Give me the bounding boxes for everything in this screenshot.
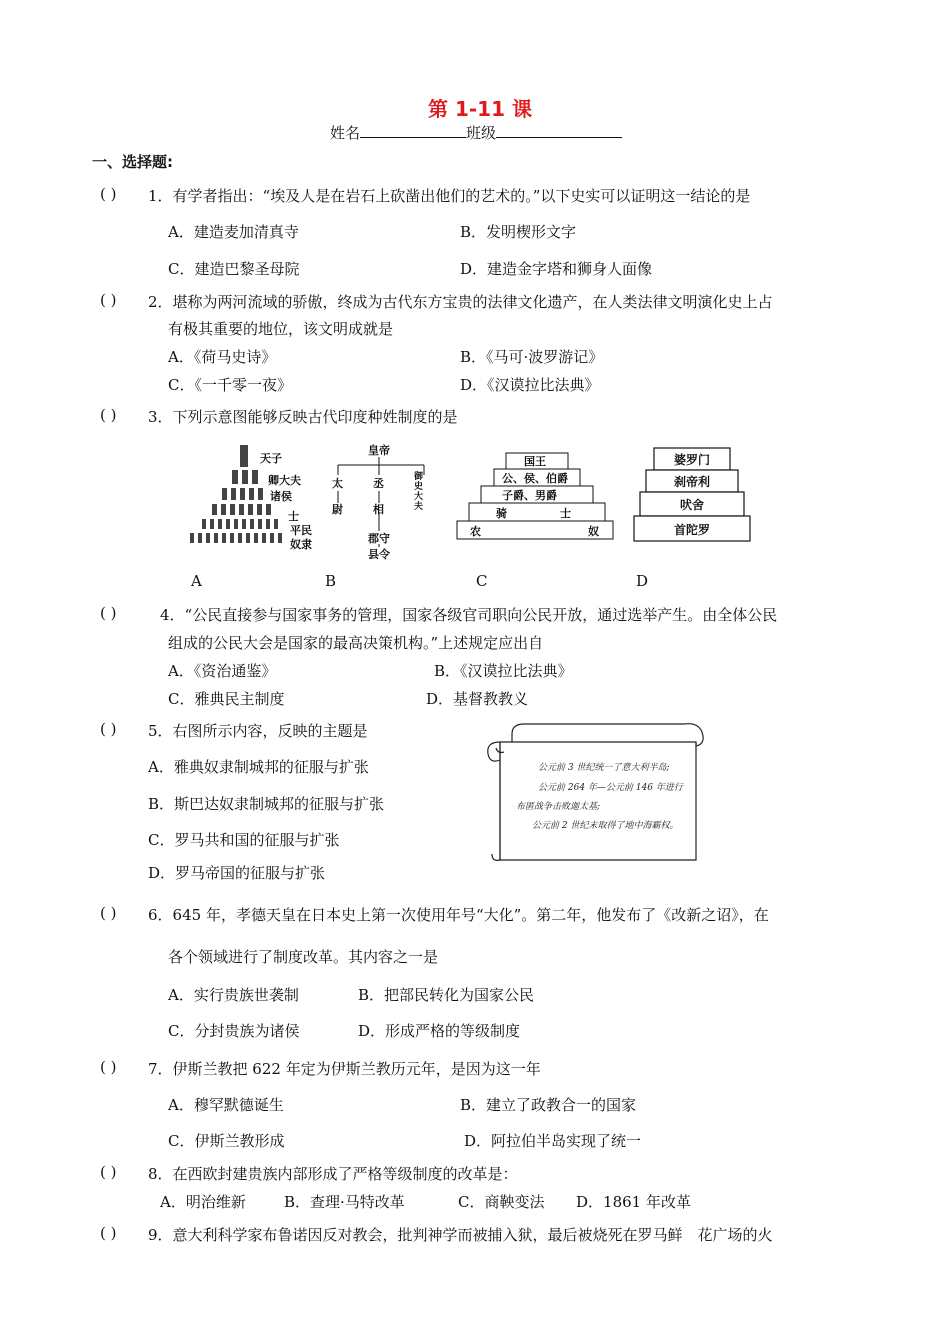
fig-c-label: 奴 — [588, 525, 599, 538]
q7-stem: 7．伊斯兰教把 622 年定为伊斯兰教历元年，是因为这一年 — [148, 1060, 541, 1078]
answer-blank[interactable]: ( ) — [100, 1224, 117, 1242]
q4-stem-line1: 4．“公民直接参与国家事务的管理，国家各级官司职向公民开放，通过选举产生。由全体公民 — [160, 606, 778, 624]
fig-b-label: 郡守 — [368, 532, 390, 545]
figure-d-pyramid — [632, 446, 754, 544]
fig-b-label: 尉 — [332, 503, 343, 516]
fig-d-label: 吠舍 — [680, 498, 705, 512]
q4-stem-line2: 组成的公民大会是国家的最高决策机构。”上述规定应出自 — [168, 634, 544, 652]
class-label: 班级 — [466, 124, 497, 142]
q2-option-d: D．《汉谟拉比法典》 — [460, 376, 600, 394]
fig-d-label: 婆罗门 — [674, 453, 711, 467]
q6-stem-line1: 6．645 年，孝德天皇在日本史上第一次使用年号“大化”。第二年，他发布了《改新之诏》，在 — [148, 906, 769, 924]
q7-option-d: D．阿拉伯半岛实现了统一 — [464, 1132, 642, 1150]
q8-option-a: A．明治维新 — [160, 1193, 246, 1211]
q6-option-a: A．实行贵族世袭制 — [168, 986, 299, 1004]
q1-stem: 1．有学者指出：“埃及人是在岩石上砍凿出他们的艺术的。”以下史实可以证明这一结论的是 — [148, 187, 751, 205]
q1-option-c: C．建造巴黎圣母院 — [168, 260, 300, 278]
fig-c-label: 国王 — [524, 455, 546, 468]
q2-stem-line2: 有极其重要的地位，该文明成就是 — [168, 320, 394, 338]
q9-stem: 9．意大利科学家布鲁诺因反对教会，批判神学而被捕入狱，最后被烧死在罗马鲜 花广场的火 — [148, 1226, 773, 1244]
fig-b-label: 夫 — [414, 502, 424, 512]
fig-b-label: 皇帝 — [368, 444, 390, 457]
q3-option-label-c: C — [476, 572, 488, 590]
answer-blank[interactable]: ( ) — [100, 604, 117, 622]
fig-a-label: 士 — [288, 510, 299, 523]
q8-option-d: D．1861 年改革 — [576, 1193, 691, 1211]
q2-option-a: A．《荷马史诗》 — [168, 348, 277, 366]
fig-c-label: 农 — [470, 525, 481, 538]
q1-option-d: D．建造金字塔和狮身人面像 — [460, 260, 653, 278]
fig-b-label: 御 — [414, 472, 424, 482]
q5-option-a: A．雅典奴隶制城邦的征服与扩张 — [148, 758, 369, 776]
q5-option-b: B．斯巴达奴隶制城邦的征服与扩张 — [148, 795, 385, 813]
answer-blank[interactable]: ( ) — [100, 1163, 117, 1181]
page-title: 第 1-11 课 — [428, 97, 532, 121]
answer-blank[interactable]: ( ) — [100, 1058, 117, 1076]
q3-option-label-d: D — [636, 572, 649, 590]
figure-a-pyramid — [182, 440, 322, 555]
section-heading: 一、选择题: — [92, 153, 173, 171]
fig-a-label: 卿大夫 — [268, 474, 301, 487]
fig-d-label: 首陀罗 — [674, 523, 711, 537]
fig-c-label: 公、侯、伯爵 — [502, 472, 568, 485]
q8-option-b: B．查理·马特改革 — [284, 1193, 405, 1211]
answer-blank[interactable]: ( ) — [100, 406, 117, 424]
fig-d-label: 刹帝利 — [674, 475, 711, 489]
q3-stem: 3．下列示意图能够反映古代印度种姓制度的是 — [148, 408, 458, 426]
scroll-line: 公元前 264 年—公元前 146 年进行 — [538, 783, 683, 793]
fig-b-label: 相 — [373, 503, 384, 516]
q6-stem-line2: 各个领域进行了制度改革。其内容之一是 — [168, 948, 439, 966]
name-class-line — [330, 122, 622, 143]
q8-option-c: C．商鞅变法 — [458, 1193, 545, 1211]
figure-b-tree — [328, 443, 438, 561]
name-label: 姓名 — [330, 124, 361, 142]
q4-option-b: B．《汉谟拉比法典》 — [434, 662, 573, 680]
fig-b-label: 史 — [414, 482, 424, 492]
q4-option-c: C．雅典民主制度 — [168, 690, 285, 708]
answer-blank[interactable]: ( ) — [100, 185, 117, 203]
q2-option-b: B．《马可·波罗游记》 — [460, 348, 604, 366]
fig-b-label: 大 — [414, 492, 424, 502]
q6-option-b: B．把部民转化为国家公民 — [358, 986, 535, 1004]
figure-c-pyramid — [456, 450, 616, 542]
q7-option-b: B．建立了政教合一的国家 — [460, 1096, 637, 1114]
fig-c-label: 骑 — [496, 507, 507, 520]
fig-b-label: 太 — [332, 477, 343, 490]
q2-option-c: C．《一千零一夜》 — [168, 376, 292, 394]
q8-stem: 8．在西欧封建贵族内部形成了严格等级制度的改革是： — [148, 1165, 518, 1183]
q3-option-label-b: B — [325, 572, 337, 590]
fig-a-label: 天子 — [260, 452, 282, 465]
answer-blank[interactable]: ( ) — [100, 904, 117, 922]
q3-option-label-a: A — [191, 572, 202, 590]
q4-option-a: A．《资治通鉴》 — [168, 662, 277, 680]
fig-a-label: 平民 — [290, 524, 312, 537]
fig-a-label: 诸侯 — [270, 490, 292, 503]
fig-a-label: 奴隶 — [290, 538, 312, 551]
q5-option-d: D．罗马帝国的征服与扩张 — [148, 864, 326, 882]
q7-option-c: C．伊斯兰教形成 — [168, 1132, 285, 1150]
class-field[interactable] — [496, 123, 622, 138]
q7-option-a: A．穆罕默德诞生 — [168, 1096, 284, 1114]
q4-option-d: D．基督教教义 — [426, 690, 529, 708]
q5-stem: 5．右图所示内容，反映的主题是 — [148, 722, 368, 740]
answer-blank[interactable]: ( ) — [100, 720, 117, 738]
q5-option-c: C．罗马共和国的征服与扩张 — [148, 831, 340, 849]
scroll-line: 公元前 2 世纪末取得了地中海霸权。 — [532, 821, 679, 831]
q6-option-d: D．形成严格的等级制度 — [358, 1022, 521, 1040]
q2-stem-line1: 2．堪称为两河流域的骄傲，终成为古代东方宝贵的法律文化遗产，在人类法律文明演化史上占 — [148, 293, 773, 311]
q1-option-a: A．建造麦加清真寺 — [168, 223, 299, 241]
scroll-line: 布匿战争击败迦太基; — [516, 802, 601, 812]
fig-b-label: 丞 — [373, 477, 384, 490]
scroll-line: 公元前 3 世纪统一了意大利半岛; — [538, 763, 670, 773]
fig-c-label: 子爵、男爵 — [502, 489, 557, 502]
fig-b-label: 县令 — [368, 548, 390, 561]
q6-option-c: C．分封贵族为诸侯 — [168, 1022, 300, 1040]
scroll-figure — [484, 720, 716, 862]
fig-c-label: 士 — [560, 507, 571, 520]
name-field[interactable] — [360, 123, 466, 138]
q1-option-b: B．发明楔形文字 — [460, 223, 577, 241]
answer-blank[interactable]: ( ) — [100, 291, 117, 309]
figure-icon — [240, 445, 248, 467]
